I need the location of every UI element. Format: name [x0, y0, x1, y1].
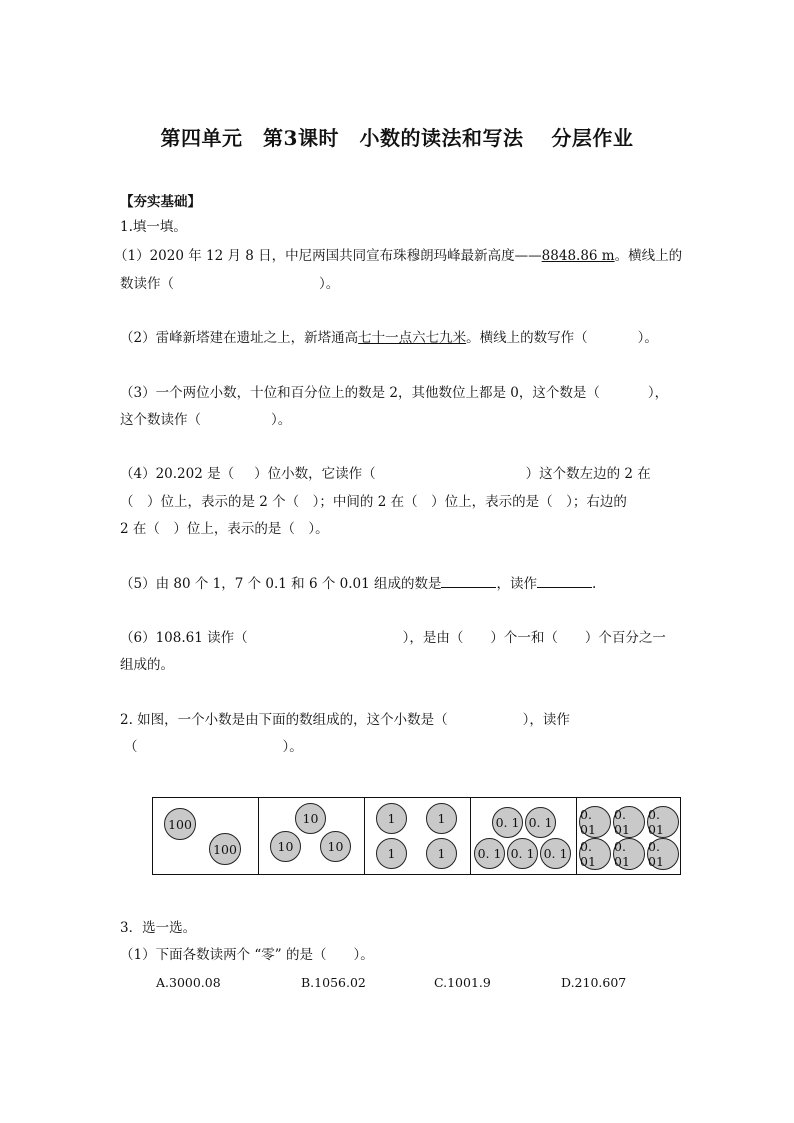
q1-part3-line1 — [120, 383, 668, 403]
q1-part5-text-end: . — [591, 576, 597, 592]
q1-part2 — [120, 328, 658, 348]
q1-part3-text: （3）一个两位小数，十位和百分位上的数是 2，其他数位上都是 0，这个数是（ — [120, 385, 600, 401]
q1-part2-text-mid: 。横线上的数写作（ — [466, 330, 588, 346]
coin-0.1: 0. 1 — [540, 838, 571, 869]
q1-part6-line1 — [120, 628, 666, 648]
q2-line1 — [120, 710, 570, 730]
q1-part5-text: （5）由 80 个 1，7 个 0.1 和 6 个 0.01 组成的数是 — [120, 576, 442, 592]
q1-part1-read-end: ）。 — [319, 276, 340, 292]
coin-10: 10 — [320, 831, 351, 862]
coin-100: 100 — [164, 808, 196, 840]
coin-100: 100 — [209, 833, 241, 865]
coin-1: 1 — [426, 838, 457, 869]
q1-part3-read-end: ）。 — [271, 412, 292, 428]
tens-cell — [259, 798, 365, 874]
hundreds-cell — [153, 798, 259, 874]
q2-text: 2. 如图，一个小数是由下面的数组成的，这个小数是（ — [120, 712, 448, 728]
q1-part5-text-mid: ，读作 — [496, 576, 537, 592]
q2-read-end: ）。 — [282, 739, 303, 755]
tenths-cell — [471, 798, 577, 874]
coin-1: 1 — [376, 838, 407, 869]
q1-part6-line2: 组成的。 — [120, 657, 174, 673]
coin-0.01: 0. 01 — [579, 806, 611, 838]
coin-1: 1 — [376, 803, 407, 834]
place-value-diagram — [152, 797, 681, 875]
q1-part6-text: （6）108.61 读作（ — [120, 630, 248, 646]
coin-0.01: 0. 01 — [579, 838, 611, 870]
q1-part2-text: （2）雷峰新塔建在遗址之上，新塔通高 — [120, 330, 359, 346]
page-title: 第四单元 第3课时 小数的读法和写法 分层作业 — [160, 126, 634, 150]
q1-part4-line3: 2 在（ ）位上，表示的是（ ）。 — [120, 521, 329, 537]
q2-text-end: ），读作 — [522, 712, 570, 728]
hundredths-cell — [577, 798, 679, 874]
q3-heading: 3．选一选。 — [120, 920, 197, 936]
section-heading: 【夯实基础】 — [120, 194, 201, 210]
q1-part3-text-end: ）， — [647, 385, 669, 401]
q1-part4-line2: （ ）位上，表示的是 2 个（ ）；中间的 2 在（ ）位上，表示的是（ ）；右边的 — [120, 494, 627, 510]
q1-part1-underlined: 8848.86 m — [541, 248, 615, 264]
q1-part4-line1 — [120, 464, 651, 484]
q1-part1-line2 — [120, 274, 339, 294]
q1-heading: 1.填一填。 — [120, 219, 187, 235]
coin-0.1: 0. 1 — [525, 807, 556, 838]
coin-10: 10 — [295, 803, 326, 834]
q1-part1-read-label: 数读作（ — [120, 276, 174, 292]
q3-part1: （1）下面各数读两个 “零” 的是（ ）。 — [120, 947, 374, 963]
q1-part5 — [120, 574, 596, 594]
option-c[interactable]: C.1001.9 — [434, 975, 491, 990]
q1-part1-text-end: 。横线上的 — [614, 248, 683, 264]
coin-0.01: 0. 01 — [647, 806, 679, 838]
answer-blank[interactable] — [441, 574, 496, 588]
q2-line2 — [124, 737, 303, 757]
q1-part3-read-label: 这个数读作（ — [120, 412, 201, 428]
q1-part6-text-end: ），是由（ ）个一和（ ）个百分之一 — [402, 630, 666, 646]
q1-part4-text: （4）20.202 是（ — [120, 466, 235, 482]
ones-cell — [365, 798, 471, 874]
q1-part3-line2 — [120, 410, 291, 430]
coin-0.01: 0. 01 — [647, 838, 679, 870]
option-a[interactable]: A.3000.08 — [156, 975, 221, 990]
q1-part1-text: （1）2020 年 12 月 8 日，中尼两国共同宣布珠穆朗玛峰最新高度—— — [114, 248, 542, 264]
coin-0.1: 0. 1 — [474, 838, 505, 869]
q1-part2-underlined: 七十一点六七九米 — [358, 330, 467, 346]
q1-part4-text-end: ）这个数左边的 2 在 — [525, 466, 651, 482]
q1-part4-text-mid: ）位小数，它读作（ — [254, 466, 376, 482]
coin-0.01: 0. 01 — [613, 838, 645, 870]
q1-part2-text-end: ）。 — [637, 330, 658, 346]
option-b[interactable]: B.1056.02 — [301, 975, 366, 990]
answer-blank[interactable] — [537, 574, 592, 588]
q2-read-label: （ — [124, 739, 138, 755]
q1-part1-line1 — [114, 246, 682, 266]
coin-10: 10 — [270, 831, 301, 862]
coin-1: 1 — [426, 803, 457, 834]
option-d[interactable]: D.210.607 — [561, 975, 627, 990]
coin-0.1: 0. 1 — [507, 838, 538, 869]
coin-0.01: 0. 01 — [613, 806, 645, 838]
coin-0.1: 0. 1 — [492, 807, 523, 838]
